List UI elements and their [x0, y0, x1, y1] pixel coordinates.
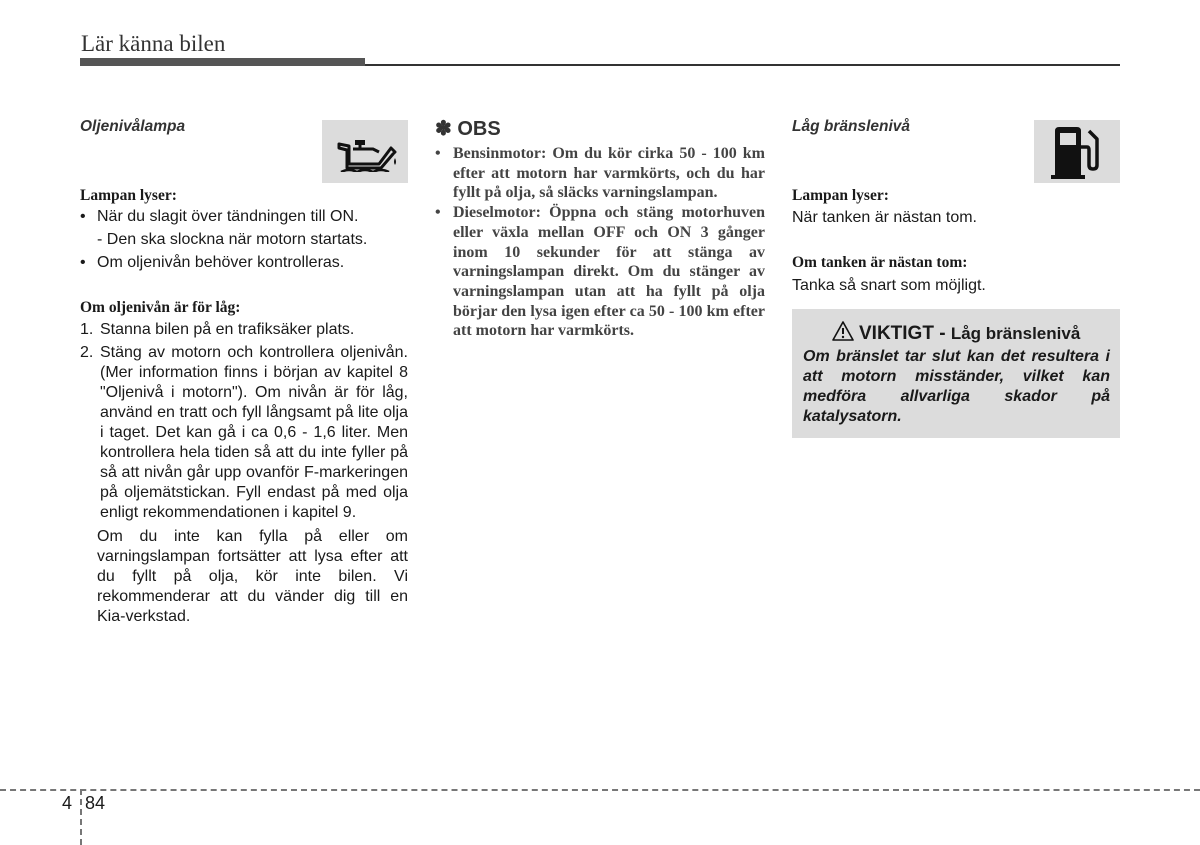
fuel-pump-icon: [1049, 125, 1105, 179]
oil-low-steps: [80, 320, 408, 627]
warning-heading: VIKTIGT - Låg bränslenivå: [792, 321, 1120, 345]
fuel-lamp-on-text: När tanken är nästan tom.: [792, 209, 977, 226]
footer-rule: [0, 789, 1200, 791]
oil-lamp-icon-box: [322, 120, 408, 183]
step-item: 1. Stanna bilen på en trafiksäker plats.: [80, 321, 355, 338]
oil-can-icon: [333, 132, 397, 172]
header-rule-thin: [365, 64, 1120, 66]
step-item: 2. Stäng av motorn och kontrollera oljenivån. (Mer information finns i början av kapitel 8 "Oljenivå i motorn"). Om nivån är för låg, använd en tratt och fyll långsamt på lite olja i taget. Det kan gå i ca 0,6 - 1,6 liter. Men kontrollera hela tiden så att du inte fyller på så att nivån går upp ovanför F-markeringen på oljemätstickan. Fyll endast på med olja enligt rekommendationen i kapitel 9.: [80, 344, 408, 521]
oil-lamp-on-list: [80, 207, 408, 273]
final-paragraph: Om du inte kan fylla på eller om varningslampan fortsätter att lysa efter att du fyllt på olja, kör inte bilen. Vi rekommenderar att du vänder dig till en Kia-verkstad.: [97, 528, 408, 625]
page-header-title: Lär känna bilen: [81, 31, 226, 56]
obs-item: • Bensinmotor: Om du kör cirka 50 - 100 km efter att motorn har varmkörts, och du har fyllt på olja, så släcks varningslampan.: [435, 145, 765, 202]
warning-text: Om bränslet tar slut kan det resultera i att motorn misständer, vilket kan medföra allvarliga skador på katalysatorn.: [803, 348, 1110, 425]
header-rule-thick: [80, 58, 365, 66]
warning-triangle-icon: [832, 321, 854, 341]
oil-low-heading: Om oljenivån är för låg:: [80, 299, 241, 316]
list-item-sub: - Den ska slockna när motorn startats.: [97, 231, 368, 248]
fuel-lamp-on-heading: Lampan lyser:: [792, 187, 889, 204]
warning-box: [792, 309, 1120, 438]
obs-list: [435, 144, 765, 341]
asterisk-icon: ✽: [435, 118, 452, 140]
page-number: 4 84: [62, 793, 106, 813]
fuel-empty-text: Tanka så snart som möjligt.: [792, 277, 986, 294]
obs-item: • Dieselmotor: Öppna och stäng motorhuven eller växla mellan OFF och ON 3 gånger inom 10 sekunder för att stänga av varningslampan direkt. Om du stänger av varningslampan utan att ha fyllt på olja börjar den lysa igen efter ca 50 - 100 km efter att motorn har varmkörts.: [435, 204, 765, 340]
oil-lamp-on-heading: Lampan lyser:: [80, 187, 177, 204]
list-item: • Om oljenivån behöver kontrolleras.: [80, 254, 345, 271]
fuel-empty-heading: Om tanken är nästan tom:: [792, 254, 968, 271]
fuel-lamp-title: Låg bränslenivå: [792, 118, 911, 135]
obs-heading: ✽ OBS: [435, 118, 501, 140]
fuel-icon-box: [1034, 120, 1120, 183]
oil-lamp-title: Oljenivålampa: [80, 118, 186, 135]
list-item: • När du slagit över tändningen till ON.: [80, 208, 359, 225]
